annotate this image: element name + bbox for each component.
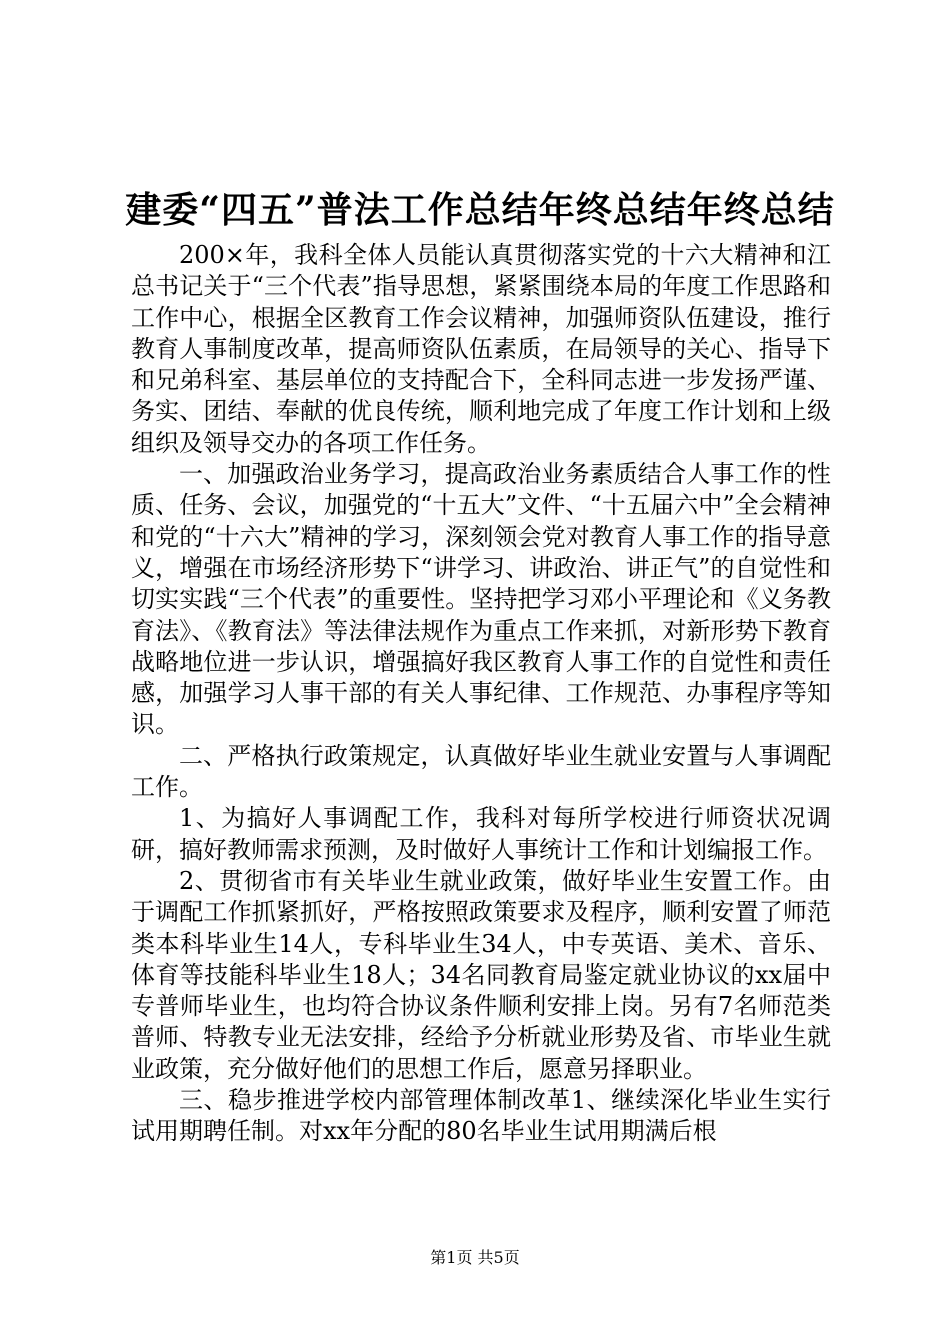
- paragraph-intro: 200×年，我科全体人员能认真贯彻落实党的十六大精神和江总书记关于“三个代表”指导思想，紧紧围绕本局的年度工作思路和工作中心，根据全区教育工作会议精神，加强师资队伍建设，推行教育人事制度改革，提高师资队伍素质，在局领导的关心、指导下和兄弟科室、基层单位的支持配合下，全科同志进一步发扬严谨、务实、团结、奉献的优良传统，顺利地完成了年度工作计划和上级组织及领导交办的各项工作任务。: [131, 241, 831, 457]
- paragraph-section-1: 一、加强政治业务学习，提高政治业务素质结合人事工作的性质、任务、会议，加强党的“十五大”文件、“十五届六中”全会精神和党的“十六大”精神的学习，深刻领会党对教育人事工作的指导意义，增强在市场经济形势下“讲学习、讲政治、讲正气”的自觉性和切实实践“三个代表”的重要性。坚持把学习邓小平理论和《义务教育法》、《教育法》等法律法规作为重点工作来抓，对新形势下教育战略地位进一步认识，增强搞好我区教育人事工作的自觉性和责任感，加强学习人事干部的有关人事纪律、工作规范、办事程序等知识。: [131, 460, 831, 739]
- document-body: [131, 240, 831, 1148]
- paragraph-item-2: 2、贯彻省市有关毕业生就业政策，做好毕业生安置工作。由于调配工作抓紧抓好，严格按照政策要求及程序，顺利安置了师范类本科毕业生14人，专科毕业生34人，中专英语、美术、音乐、体育等技能科毕业生18人；34名同教育局鉴定就业协议的xx届中专普师毕业生，也均符合协议条件顺利安排上岗。另有7名师范类普师、特教专业无法安排，经给予分析就业形势及省、市毕业生就业政策，充分做好他们的思想工作后，愿意另择职业。: [131, 866, 831, 1083]
- paragraph-section-3: 三、稳步推进学校内部管理体制改革1、继续深化毕业生实行试用期聘任制。对xx年分配的80名毕业生试用期满后根: [131, 1086, 831, 1146]
- page-footer: 第1页 共5页: [430, 1248, 520, 1267]
- paragraph-item-1: 1、为搞好人事调配工作，我科对每所学校进行师资状况调研，搞好教师需求预测，及时做好人事统计工作和计划编报工作。: [131, 804, 831, 864]
- paragraph-section-2: 二、严格执行政策规定，认真做好毕业生就业安置与人事调配工作。: [131, 741, 831, 802]
- document-title: 建委“四五”普法工作总结年终总结年终总结: [125, 189, 835, 231]
